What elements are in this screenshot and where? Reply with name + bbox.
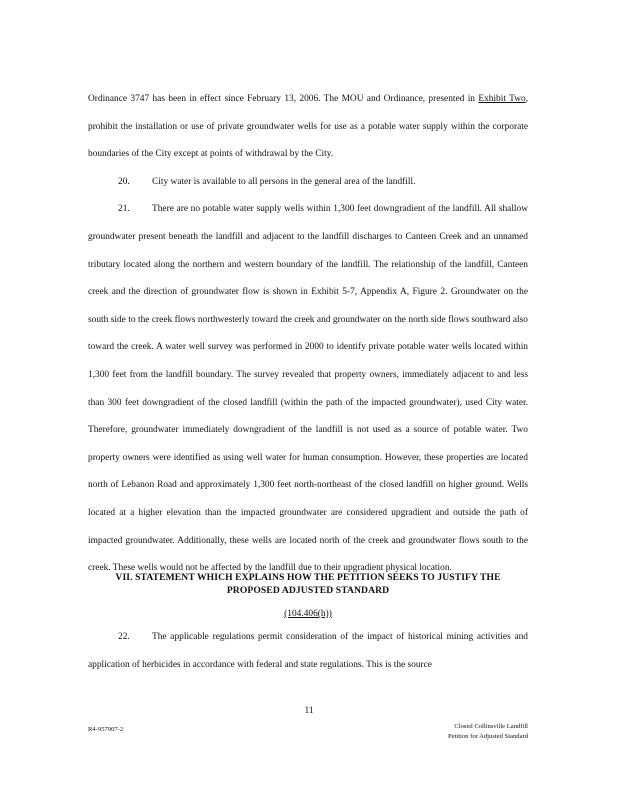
- footer-title-line-1: Closed Collinsville Landfill: [454, 723, 528, 730]
- body-text-upper: [88, 86, 528, 583]
- paragraph-21: [88, 196, 528, 582]
- section-heading-line-2: PROPOSED ADJUSTED STANDARD: [226, 585, 390, 596]
- footer-document-code: R4-957907-2: [88, 726, 124, 733]
- page-number: 11: [304, 706, 314, 716]
- paragraph-21-number: 21.: [118, 204, 130, 215]
- body-text-lower: [88, 624, 528, 679]
- exhibit-two-reference: Exhibit Two: [478, 94, 526, 104]
- continuation-text-before: Ordinance 3747 has been in effect since February 13, 2006. The MOU and Ordinance, presented in: [88, 94, 479, 104]
- paragraph-22: [88, 624, 528, 679]
- paragraph-22-number: 22.: [118, 632, 130, 642]
- footer-document-title: [448, 722, 528, 741]
- section-citation: [88, 609, 528, 619]
- paragraph-22-text: The applicable regulations permit consideration of the impact of historical mining activities and application of herbicides in accordance with federal and state regulations. This is the source: [88, 632, 528, 670]
- continuation-text-after: , prohibit the installation or use of private groundwater wells for use as a potable water supply within the corporate boundaries of the City except at points of withdrawal by the City.: [88, 94, 528, 160]
- continuation-paragraph: [88, 86, 528, 169]
- paragraph-20-text: City water is available to all persons in the general area of the landfill.: [152, 176, 416, 187]
- section-heading: [88, 571, 528, 597]
- paragraph-21-text: There are no potable water supply wells within 1,300 feet downgradient of the landfill. All shallow groundwater present beneath the landfill and adjacent to the landfill discharges to Canteen Creek and an unnamed tributary located along the northern and western boundary of the landfill. The relationship of the landfill, Canteen creek and the direction of groundwater flow is shown in Exhibit 5-7, Appendix A, Figure 2. Groundwater on the south side to the creek flows northwesterly toward the creek and groundwater on the north side flows southward also toward the creek. A water well survey was performed in 2000 to identify private potable water wells located within 1,300 feet from the landfill boundary. The survey revealed that property owners, immediately adjacent to and less than 300 feet downgradient of the closed landfill (within the path of the impacted groundwater), used City water. Therefore, groundwater immediately downgradient of the landfill is not used as a source of potable water. Two property owners were identified as using well water for human consumption. However, these properties are located north of Lebanon Road and approximately 1,300 feet north-northeast of the closed landfill on higher ground. Wells located at a higher elevation than the impacted groundwater are considered upgradient and outside the path of impacted groundwater. Additionally, these wells are located north of the creek and groundwater flows south to the creek. These wells would not be affected by the landfill due to their upgradient physical location.: [88, 204, 528, 574]
- footer-title-line-2: Petition for Adjusted Standard: [447, 732, 528, 740]
- section-heading-line-1: VII. STATEMENT WHICH EXPLAINS HOW THE PETITION SEEKS TO JUSTIFY THE: [115, 572, 501, 583]
- paragraph-20-number: 20.: [118, 176, 130, 187]
- section-citation-text: (104.406(h)): [284, 609, 332, 619]
- paragraph-20: [88, 169, 528, 197]
